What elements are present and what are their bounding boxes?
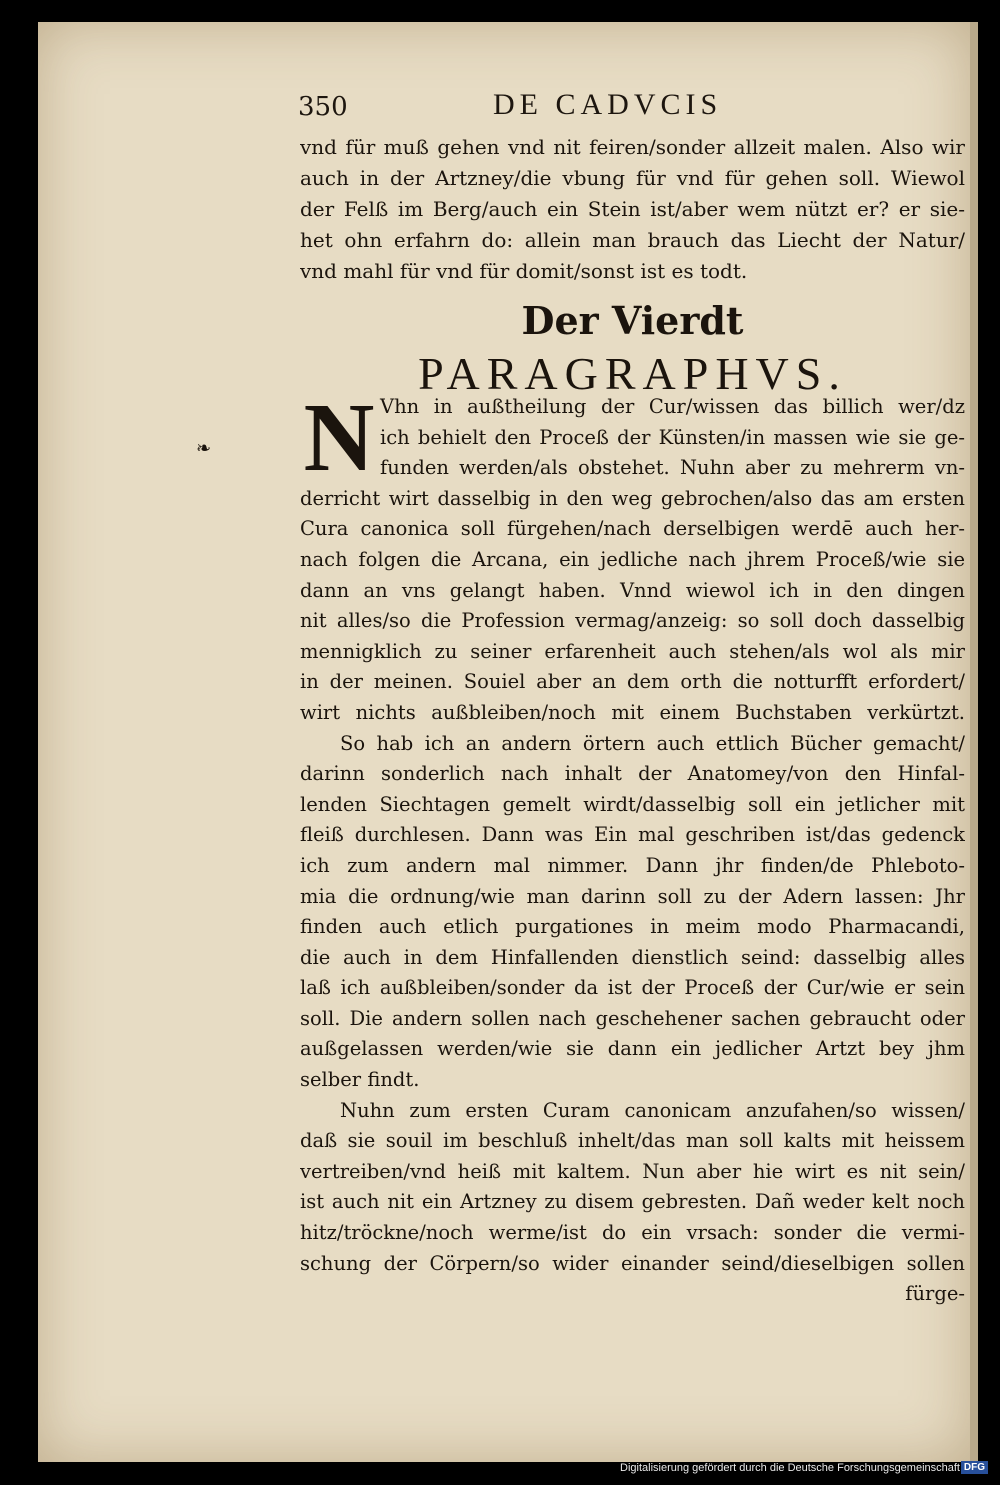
text-line: Nuhn zum ersten Curam canonicam anzufahen/so wissen/ — [340, 1098, 965, 1122]
dfg-logo: DFG — [961, 1461, 988, 1474]
margin-ornament: ❧ — [196, 438, 212, 459]
text-line: soll. Die andern sollen nach geschehener sachen gebraucht oder — [300, 1006, 965, 1030]
text-line: nach folgen die Arcana, ein jedliche nach jhrem Proceß/wie sie — [300, 547, 965, 571]
text-line: vnd für muß gehen vnd nit feiren/sonder allzeit malen. Also wir — [300, 135, 965, 159]
text-line: So hab ich an andern örtern auch ettlich Bücher gemacht/ — [340, 731, 965, 755]
drop-cap: N — [303, 384, 375, 492]
text-line: hitz/tröckne/noch werme/ist do ein vrsach: sonder die vermi- — [300, 1221, 965, 1245]
text-line: lenden Siechtagen gemelt wirdt/dasselbig soll ein jetlicher mit — [300, 792, 965, 816]
text-line: finden auch etlich purgationes in meim modo Pharmacandi, — [300, 915, 965, 939]
text-line: laß ich außbleiben/sonder da ist der Proceß der Cur/wie er sein — [300, 976, 965, 1000]
text-line: außgelassen werden/wie sie dann ein jedlicher Artzt bey jhm — [300, 1037, 965, 1061]
page-edge — [970, 22, 978, 1462]
digitization-credit: Digitalisierung gefördert durch die Deutsche Forschungsgemeinschaft — [620, 1462, 960, 1474]
text-line: selber findt. — [300, 1068, 420, 1092]
text-line: die auch in dem Hinfallenden dienstlich seind: dasselbig alles — [300, 945, 965, 969]
text-line: vnd mahl für vnd für domit/sonst ist es todt. — [300, 259, 748, 283]
text-line: Vhn in außtheilung der Cur/wissen das billich wer/dz — [380, 395, 965, 418]
text-line: fleiß durchlesen. Dann was Ein mal geschriben ist/das gedenck — [300, 823, 965, 847]
section-heading: Der Vierdt — [521, 298, 744, 343]
page-number: 350 — [298, 92, 348, 122]
text-line: darinn sonderlich nach inhalt der Anatomey/von den Hinfal- — [300, 762, 965, 786]
text-line: daß sie souil im beschluß inhelt/das man soll kalts mit heissem — [300, 1129, 965, 1153]
text-line: schung der Cörpern/so wider einander seind/dieselbigen sollen — [300, 1251, 965, 1275]
text-line: nit alles/so die Profession vermag/anzeig: so soll doch dasselbig — [300, 609, 965, 633]
continued-text — [300, 132, 965, 287]
text-line: auch in der Artzney/die vbung für vnd für gehen soll. Wiewol — [300, 166, 965, 190]
section-subheading: PARAGRAPHVS. — [418, 348, 847, 399]
text-line: der Felß im Berg/auch ein Stein ist/aber wem nützt er? er sie- — [300, 197, 965, 221]
text-line: mia die ordnung/wie man darinn soll zu der Adern lassen: Jhr — [300, 884, 965, 908]
text-line: vertreiben/vnd heiß mit kaltem. Nun aber hie wirt es nit sein/ — [300, 1159, 965, 1183]
text-line: derricht wirt dasselbig in den weg gebrochen/also das am ersten — [300, 486, 965, 510]
text-line: in der meinen. Souiel aber an dem orth die notturfft erfordert/ — [300, 670, 965, 694]
text-line: ich behielt den Proceß der Künsten/in massen wie sie ge- — [380, 425, 965, 449]
text-line: ich zum andern mal nimmer. Dann jhr finden/de Phleboto- — [300, 853, 965, 877]
text-line: wirt nichts außbleiben/noch mit einem Buchstaben verkürtzt. — [300, 700, 965, 724]
text-line: het ohn erfahrn do: allein man brauch das Liecht der Natur/ — [300, 228, 965, 252]
text-line: funden werden/als obstehet. Nuhn aber zu mehrerm vn- — [380, 456, 965, 480]
catchword: fürge- — [905, 1282, 965, 1306]
text-line: mennigklich zu seiner erfarenheit auch stehen/als wol als mir — [300, 639, 965, 663]
text-line: ist auch nit ein Artzney zu disem gebresten. Dañ weder kelt noch — [300, 1190, 965, 1214]
text-line: dann an vns gelangt haben. Vnnd wiewol ich in den dingen — [300, 578, 965, 602]
paragraph-body — [300, 384, 965, 1310]
text-line: Cura canonica soll fürgehen/nach derselbigen werdē auch her- — [300, 517, 965, 541]
running-title: DE CADVCIS — [493, 88, 723, 121]
page-header — [298, 88, 958, 128]
